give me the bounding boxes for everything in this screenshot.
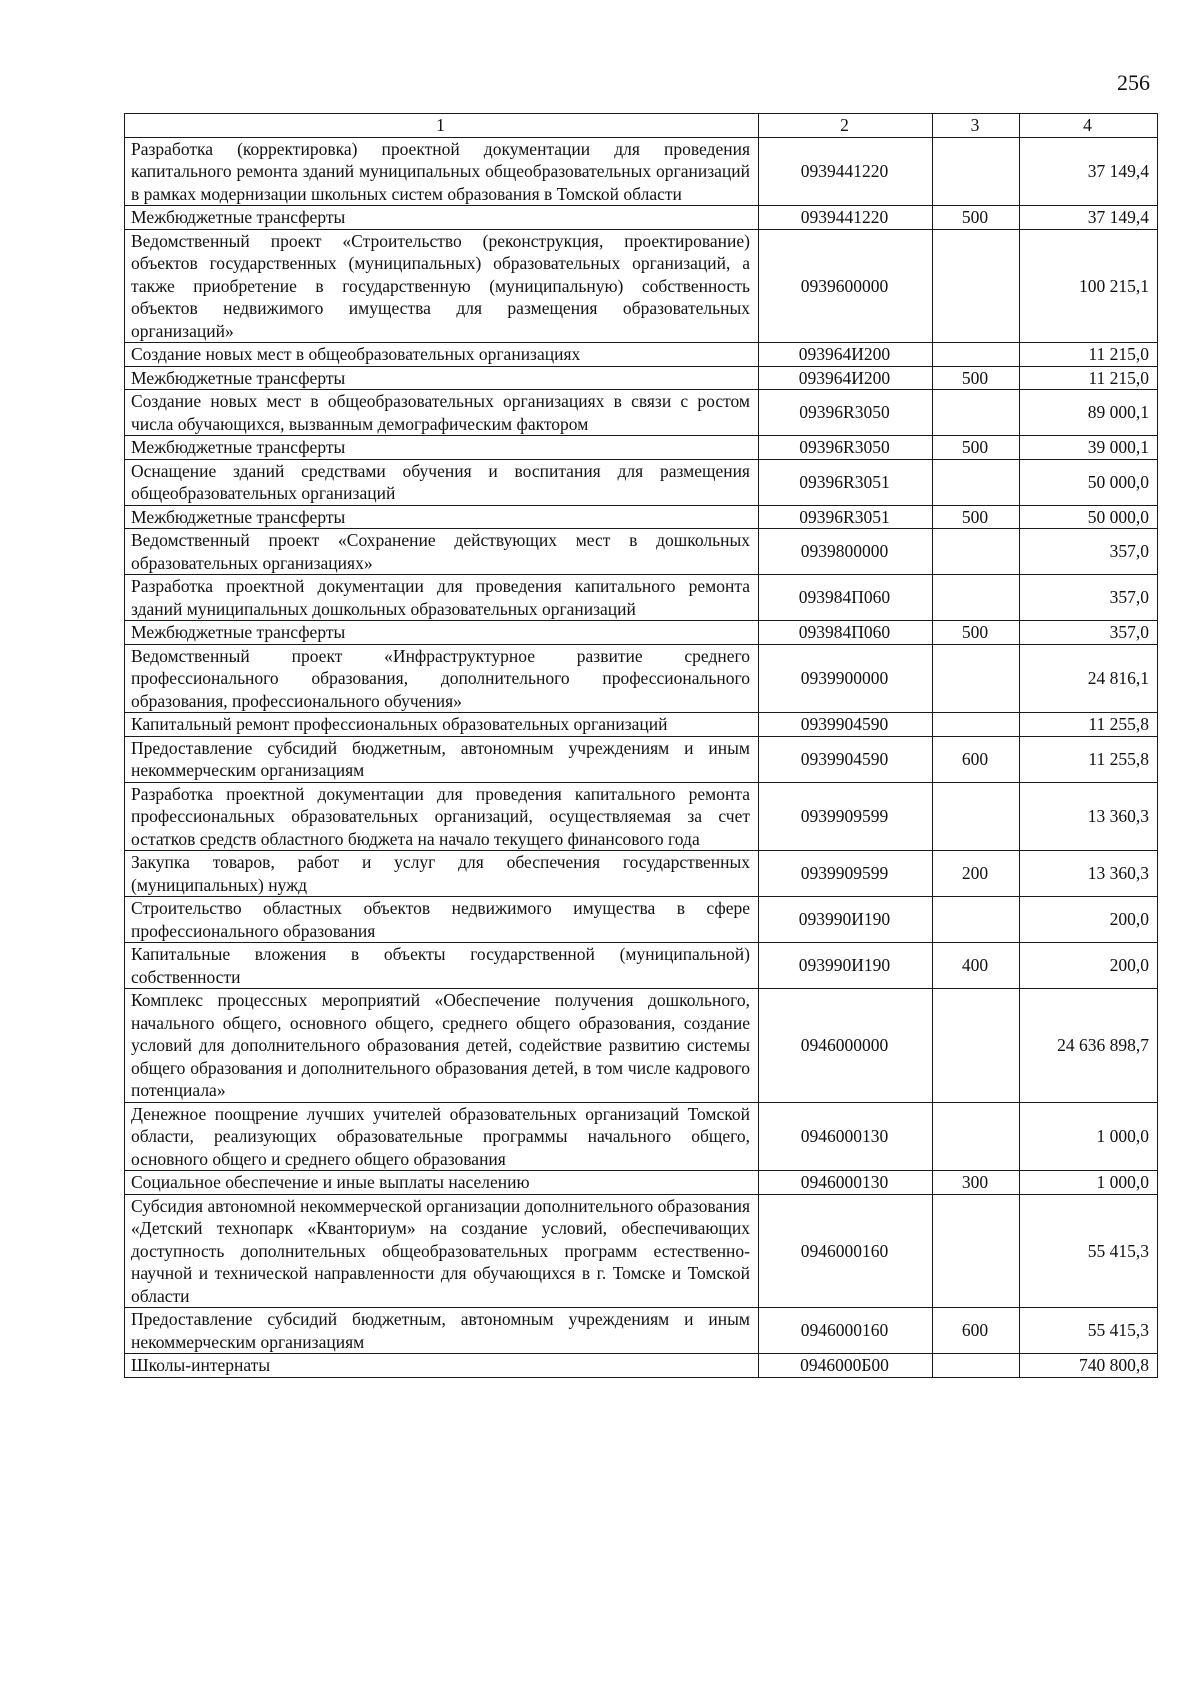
row-amount-cell: 55 415,3 bbox=[1020, 1308, 1158, 1354]
row-expense-type-cell bbox=[933, 1194, 1020, 1308]
row-name-cell: Ведомственный проект «Строительство (реконструкция, проектирование) объектов государственных (муниципальных) образовательных организаций, а также приобретение в государственную (муниципальную) собственность объектов недвижимого имущества для размещения образовательных организаций» bbox=[125, 229, 759, 343]
row-expense-type-cell bbox=[933, 459, 1020, 505]
row-expense-type-cell bbox=[933, 989, 1020, 1103]
row-code-cell: 0939909599 bbox=[759, 782, 933, 851]
row-expense-type-cell: 600 bbox=[933, 1308, 1020, 1354]
row-amount-cell: 39 000,1 bbox=[1020, 436, 1158, 460]
header-row bbox=[125, 114, 1158, 138]
table-row bbox=[125, 713, 1158, 737]
row-expense-type-cell bbox=[933, 897, 1020, 943]
row-name-cell: Создание новых мест в общеобразовательных организациях bbox=[125, 343, 759, 367]
row-amount-cell: 200,0 bbox=[1020, 897, 1158, 943]
row-name-cell: Закупка товаров, работ и услуг для обеспечения государственных (муниципальных) нужд bbox=[125, 851, 759, 897]
row-amount-cell: 13 360,3 bbox=[1020, 851, 1158, 897]
row-code-cell: 09396R3051 bbox=[759, 459, 933, 505]
row-name-cell: Денежное поощрение лучших учителей образовательных организаций Томской области, реализующих образовательные программы начального общего, основного общего и среднего общего образования bbox=[125, 1102, 759, 1171]
row-name-cell: Предоставление субсидий бюджетным, автономным учреждениям и иным некоммерческим организациям bbox=[125, 1308, 759, 1354]
row-code-cell: 093964И200 bbox=[759, 343, 933, 367]
row-expense-type-cell: 500 bbox=[933, 206, 1020, 230]
row-code-cell: 0939600000 bbox=[759, 229, 933, 343]
row-amount-cell: 740 800,8 bbox=[1020, 1354, 1158, 1378]
table-row bbox=[125, 897, 1158, 943]
table-row bbox=[125, 943, 1158, 989]
row-amount-cell: 1 000,0 bbox=[1020, 1102, 1158, 1171]
row-expense-type-cell bbox=[933, 782, 1020, 851]
row-code-cell: 0939800000 bbox=[759, 529, 933, 575]
table-row bbox=[125, 989, 1158, 1103]
row-expense-type-cell bbox=[933, 1354, 1020, 1378]
table-row bbox=[125, 529, 1158, 575]
table-row bbox=[125, 343, 1158, 367]
row-expense-type-cell bbox=[933, 1102, 1020, 1171]
row-name-cell: Разработка проектной документации для проведения капитального ремонта профессиональных образовательных организаций, осуществляемая за счет остатков средств областного бюджета на начало текущего финансового года bbox=[125, 782, 759, 851]
row-code-cell: 0939909599 bbox=[759, 851, 933, 897]
row-code-cell: 0946000160 bbox=[759, 1308, 933, 1354]
row-name-cell: Капитальные вложения в объекты государственной (муниципальной) собственности bbox=[125, 943, 759, 989]
row-name-cell: Межбюджетные трансферты bbox=[125, 436, 759, 460]
row-amount-cell: 357,0 bbox=[1020, 529, 1158, 575]
row-code-cell: 093990И190 bbox=[759, 897, 933, 943]
row-expense-type-cell: 400 bbox=[933, 943, 1020, 989]
row-expense-type-cell bbox=[933, 137, 1020, 206]
column-header-4: 4 bbox=[1020, 114, 1158, 138]
row-amount-cell: 24 636 898,7 bbox=[1020, 989, 1158, 1103]
row-code-cell: 0939441220 bbox=[759, 137, 933, 206]
row-expense-type-cell: 600 bbox=[933, 736, 1020, 782]
row-expense-type-cell: 500 bbox=[933, 621, 1020, 645]
table-row bbox=[125, 575, 1158, 621]
column-header-3: 3 bbox=[933, 114, 1020, 138]
row-expense-type-cell bbox=[933, 575, 1020, 621]
row-expense-type-cell bbox=[933, 343, 1020, 367]
row-name-cell: Межбюджетные трансферты bbox=[125, 366, 759, 390]
table-row bbox=[125, 1308, 1158, 1354]
row-name-cell: Разработка проектной документации для проведения капитального ремонта зданий муниципальных дошкольных образовательных организаций bbox=[125, 575, 759, 621]
row-code-cell: 0939904590 bbox=[759, 713, 933, 737]
row-amount-cell: 24 816,1 bbox=[1020, 644, 1158, 713]
row-code-cell: 0946000130 bbox=[759, 1171, 933, 1195]
table-body bbox=[125, 137, 1158, 1377]
row-expense-type-cell: 500 bbox=[933, 505, 1020, 529]
row-name-cell: Ведомственный проект «Сохранение действующих мест в дошкольных образовательных организациях» bbox=[125, 529, 759, 575]
row-code-cell: 0939904590 bbox=[759, 736, 933, 782]
row-amount-cell: 89 000,1 bbox=[1020, 390, 1158, 436]
table-row bbox=[125, 206, 1158, 230]
row-name-cell: Предоставление субсидий бюджетным, автономным учреждениям и иным некоммерческим организациям bbox=[125, 736, 759, 782]
table-row bbox=[125, 736, 1158, 782]
row-amount-cell: 100 215,1 bbox=[1020, 229, 1158, 343]
table-row bbox=[125, 1102, 1158, 1171]
row-code-cell: 0946000160 bbox=[759, 1194, 933, 1308]
row-amount-cell: 37 149,4 bbox=[1020, 137, 1158, 206]
row-code-cell: 093984П060 bbox=[759, 575, 933, 621]
column-header-2: 2 bbox=[759, 114, 933, 138]
table-row bbox=[125, 366, 1158, 390]
row-code-cell: 0946000130 bbox=[759, 1102, 933, 1171]
row-amount-cell: 200,0 bbox=[1020, 943, 1158, 989]
row-amount-cell: 11 215,0 bbox=[1020, 366, 1158, 390]
row-code-cell: 0946000000 bbox=[759, 989, 933, 1103]
row-amount-cell: 11 215,0 bbox=[1020, 343, 1158, 367]
row-code-cell: 093964И200 bbox=[759, 366, 933, 390]
row-amount-cell: 357,0 bbox=[1020, 575, 1158, 621]
row-name-cell: Строительство областных объектов недвижимого имущества в сфере профессионального образования bbox=[125, 897, 759, 943]
table-row bbox=[125, 644, 1158, 713]
table-row bbox=[125, 1171, 1158, 1195]
table-row bbox=[125, 459, 1158, 505]
table-row bbox=[125, 436, 1158, 460]
row-amount-cell: 11 255,8 bbox=[1020, 736, 1158, 782]
table-row bbox=[125, 782, 1158, 851]
budget-table bbox=[124, 113, 1158, 1378]
row-name-cell: Создание новых мест в общеобразовательных организациях в связи с ростом числа обучающихся, вызванным демографическим фактором bbox=[125, 390, 759, 436]
row-name-cell: Социальное обеспечение и иные выплаты населению bbox=[125, 1171, 759, 1195]
row-expense-type-cell bbox=[933, 713, 1020, 737]
row-expense-type-cell bbox=[933, 529, 1020, 575]
table-row bbox=[125, 1194, 1158, 1308]
page-number: 256 bbox=[1117, 70, 1150, 95]
row-code-cell: 09396R3050 bbox=[759, 390, 933, 436]
row-expense-type-cell: 500 bbox=[933, 436, 1020, 460]
row-name-cell: Школы-интернаты bbox=[125, 1354, 759, 1378]
row-amount-cell: 11 255,8 bbox=[1020, 713, 1158, 737]
row-name-cell: Комплекс процессных мероприятий «Обеспечение получения дошкольного, начального общего, основного общего, среднего общего образования, создание условий для дополнительного образования детей, содействие развитию системы общего образования и дополнительного образования детей, в том числе кадрового потенциала» bbox=[125, 989, 759, 1103]
row-code-cell: 09396R3050 bbox=[759, 436, 933, 460]
row-amount-cell: 1 000,0 bbox=[1020, 1171, 1158, 1195]
row-expense-type-cell: 500 bbox=[933, 366, 1020, 390]
table-row bbox=[125, 229, 1158, 343]
row-code-cell: 0939900000 bbox=[759, 644, 933, 713]
row-name-cell: Ведомственный проект «Инфраструктурное развитие среднего профессионального образования, дополнительного профессионального образования, профессионального обучения» bbox=[125, 644, 759, 713]
table-row bbox=[125, 505, 1158, 529]
table-row bbox=[125, 1354, 1158, 1378]
row-expense-type-cell bbox=[933, 644, 1020, 713]
table-row bbox=[125, 851, 1158, 897]
column-header-1: 1 bbox=[125, 114, 759, 138]
row-code-cell: 093990И190 bbox=[759, 943, 933, 989]
row-name-cell: Разработка (корректировка) проектной документации для проведения капитального ремонта зданий муниципальных общеобразовательных организаций в рамках модернизации школьных систем образования в Томской области bbox=[125, 137, 759, 206]
row-code-cell: 093984П060 bbox=[759, 621, 933, 645]
row-name-cell: Межбюджетные трансферты bbox=[125, 505, 759, 529]
row-amount-cell: 50 000,0 bbox=[1020, 505, 1158, 529]
row-name-cell: Оснащение зданий средствами обучения и воспитания для размещения общеобразовательных организаций bbox=[125, 459, 759, 505]
row-expense-type-cell: 300 bbox=[933, 1171, 1020, 1195]
row-code-cell: 0946000Б00 bbox=[759, 1354, 933, 1378]
row-code-cell: 09396R3051 bbox=[759, 505, 933, 529]
table-row bbox=[125, 621, 1158, 645]
row-name-cell: Межбюджетные трансферты bbox=[125, 621, 759, 645]
row-amount-cell: 13 360,3 bbox=[1020, 782, 1158, 851]
row-code-cell: 0939441220 bbox=[759, 206, 933, 230]
row-amount-cell: 357,0 bbox=[1020, 621, 1158, 645]
row-name-cell: Межбюджетные трансферты bbox=[125, 206, 759, 230]
row-amount-cell: 37 149,4 bbox=[1020, 206, 1158, 230]
row-expense-type-cell bbox=[933, 229, 1020, 343]
table-row bbox=[125, 390, 1158, 436]
row-name-cell: Капитальный ремонт профессиональных образовательных организаций bbox=[125, 713, 759, 737]
row-amount-cell: 50 000,0 bbox=[1020, 459, 1158, 505]
row-amount-cell: 55 415,3 bbox=[1020, 1194, 1158, 1308]
row-name-cell: Субсидия автономной некоммерческой организации дополнительного образования «Детский технопарк «Кванториум» на создание условий, обеспечивающих доступность дополнительных общеобразовательных программ естественно-научной и технической направленности для обучающихся в г. Томске и Томской области bbox=[125, 1194, 759, 1308]
row-expense-type-cell bbox=[933, 390, 1020, 436]
table-row bbox=[125, 137, 1158, 206]
row-expense-type-cell: 200 bbox=[933, 851, 1020, 897]
